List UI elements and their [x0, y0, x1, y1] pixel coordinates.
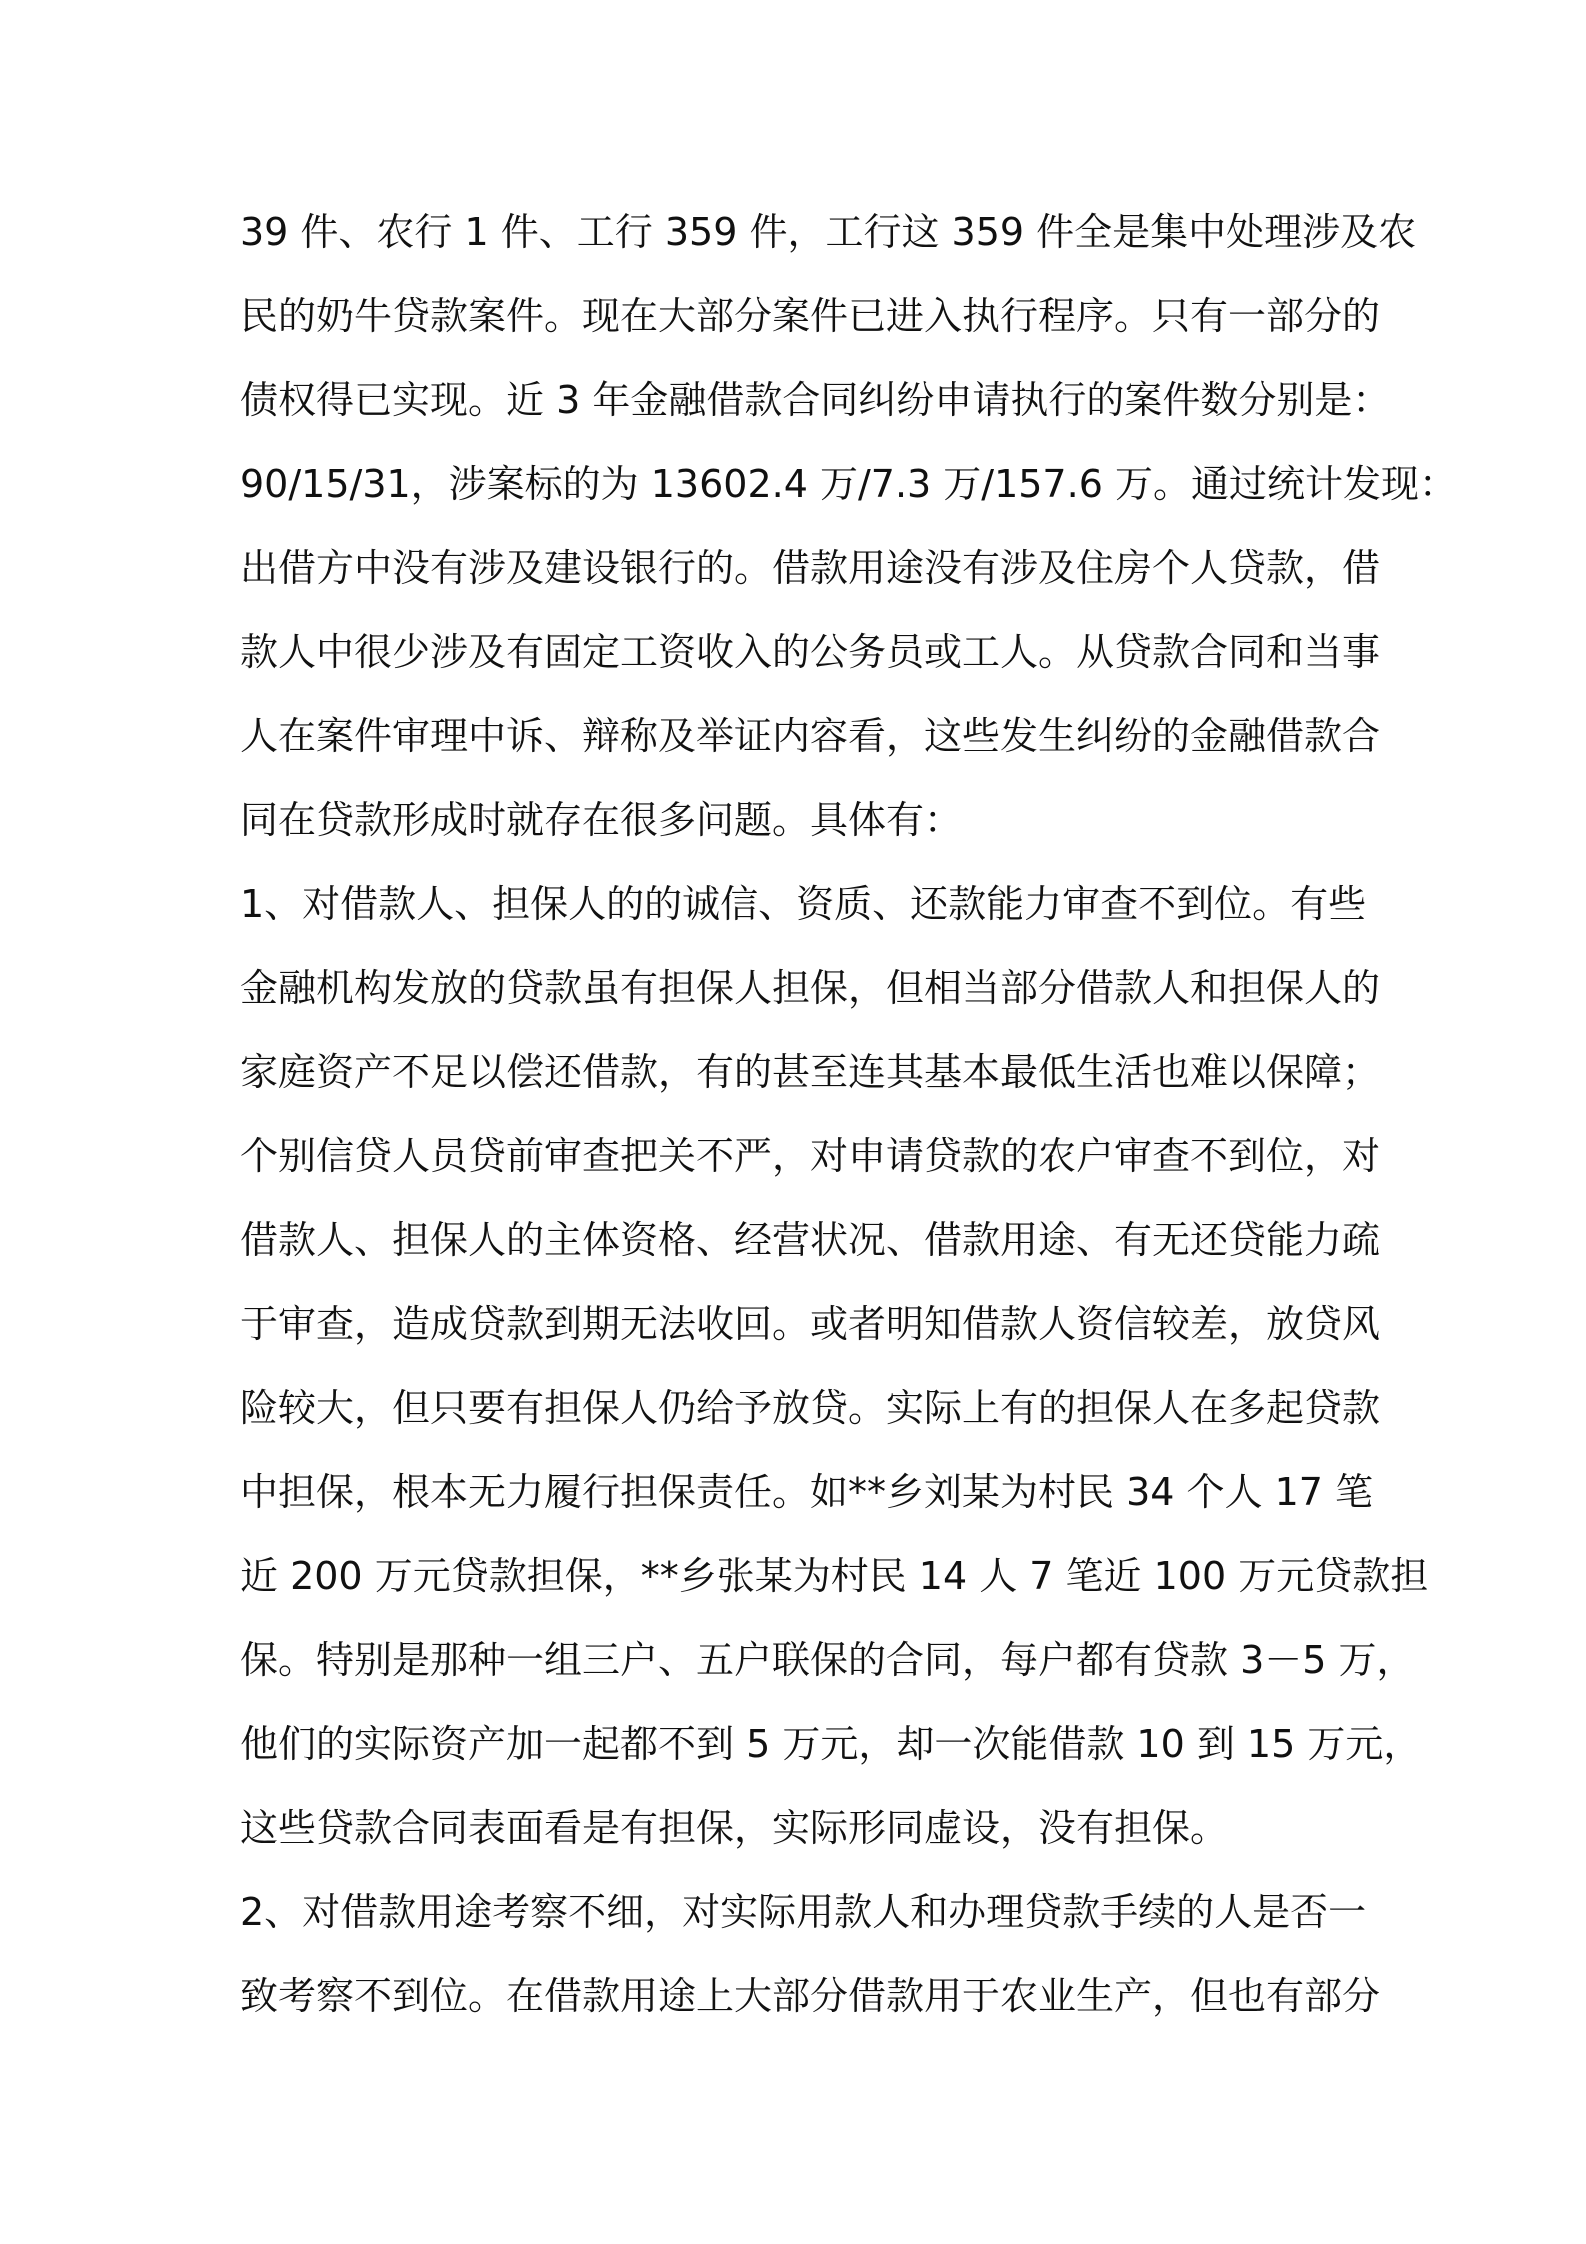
text-line: 于审查，造成贷款到期无法收回。或者明知借款人资信较差，放贷风	[240, 1302, 1381, 1346]
text-line: 他们的实际资产加一起都不到 5 万元，却一次能借款 10 到 15 万元，	[240, 1722, 1422, 1766]
text-line: 保。特别是那种一组三户、五户联保的合同，每户都有贷款 3－5 万，	[240, 1638, 1415, 1682]
text-line: 中担保，根本无力履行担保责任。如**乡刘某为村民 34 个人 17 笔	[240, 1470, 1374, 1514]
text-line: 39 件、农行 1 件、工行 359 件，工行这 359 件全是集中处理涉及农	[240, 210, 1417, 254]
text-line: 同在贷款形成时就存在很多问题。具体有：	[240, 798, 963, 842]
text-line: 2、对借款用途考察不细，对实际用款人和办理贷款手续的人是否一	[240, 1890, 1367, 1934]
text-line: 90/15/31，涉案标的为 13602.4 万/7.3 万/157.6 万。通过统计发现：	[240, 462, 1457, 506]
text-line: 这些贷款合同表面看是有担保，实际形同虚设，没有担保。	[240, 1806, 1229, 1850]
body-text	[240, 190, 1457, 2038]
text-line: 致考察不到位。在借款用途上大部分借款用于农业生产，但也有部分	[240, 1974, 1381, 2018]
text-line: 出借方中没有涉及建设银行的。借款用途没有涉及住房个人贷款，借	[240, 546, 1381, 590]
text-line: 1、对借款人、担保人的的诚信、资质、还款能力审查不到位。有些	[240, 882, 1367, 926]
text-line: 借款人、担保人的主体资格、经营状况、借款用途、有无还贷能力疏	[240, 1218, 1381, 1262]
text-line: 金融机构发放的贷款虽有担保人担保，但相当部分借款人和担保人的	[240, 966, 1381, 1010]
text-line: 个别信贷人员贷前审查把关不严，对申请贷款的农户审查不到位，对	[240, 1134, 1381, 1178]
text-line: 民的奶牛贷款案件。现在大部分案件已进入执行程序。只有一部分的	[240, 294, 1381, 338]
text-line: 款人中很少涉及有固定工资收入的公务员或工人。从贷款合同和当事	[240, 630, 1381, 674]
text-line: 人在案件审理中诉、辩称及举证内容看，这些发生纠纷的金融借款合	[240, 714, 1381, 758]
text-line: 近 200 万元贷款担保，**乡张某为村民 14 人 7 笔近 100 万元贷款担	[240, 1554, 1429, 1598]
text-line: 险较大，但只要有担保人仍给予放贷。实际上有的担保人在多起贷款	[240, 1386, 1381, 1430]
text-line: 债权得已实现。近 3 年金融借款合同纠纷申请执行的案件数分别是：	[240, 378, 1391, 422]
text-line: 家庭资产不足以偿还借款，有的甚至连其基本最低生活也难以保障；	[240, 1050, 1381, 1094]
